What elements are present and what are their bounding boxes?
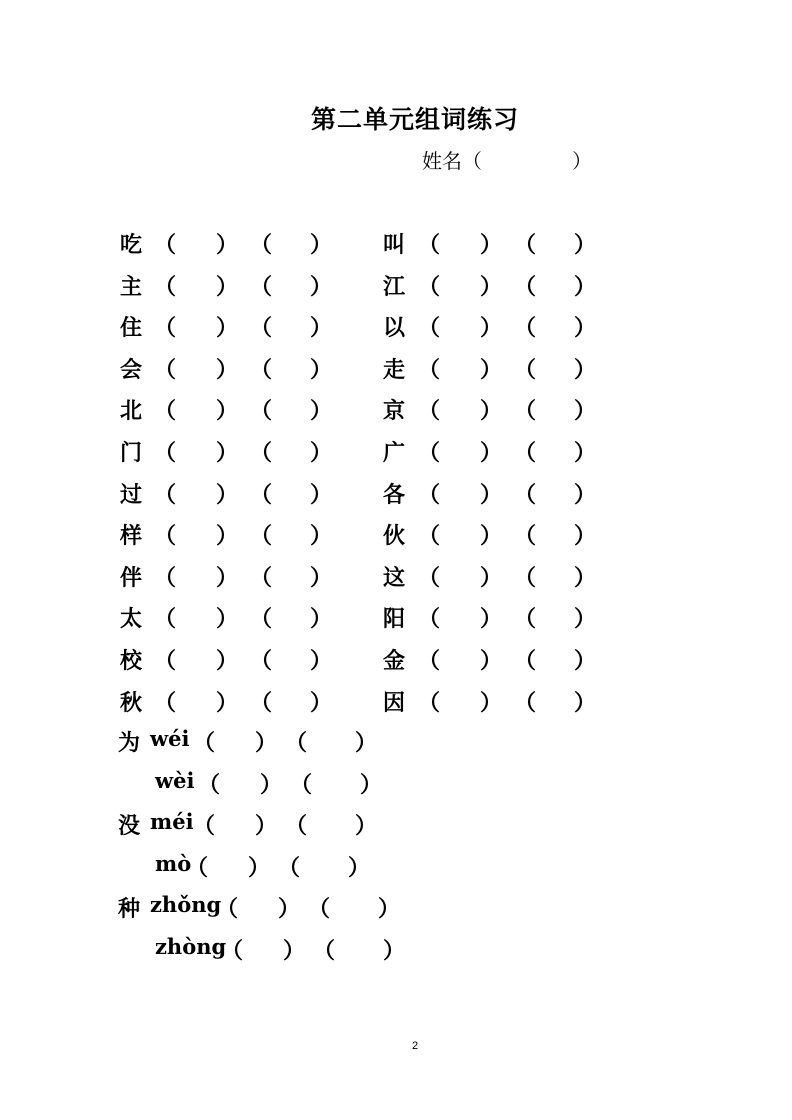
right-blank-2-open: （ [514, 565, 537, 591]
left-blank-2-close: ） [310, 523, 333, 549]
poly-blank-2-close: ） [383, 938, 406, 964]
name-field [422, 145, 592, 174]
left-character: 住 [120, 315, 143, 341]
left-blank-1-open: （ [154, 274, 177, 300]
left-blank-1-open: （ [154, 357, 177, 383]
left-blank-1-open: （ [154, 606, 177, 632]
right-blank-2-close: ） [574, 274, 597, 300]
right-blank-2-open: （ [514, 274, 537, 300]
left-blank-1-close: ） [216, 606, 239, 632]
left-blank-1-open: （ [154, 398, 177, 424]
pinyin-reading: wèi [155, 768, 195, 793]
left-blank-1-close: ） [216, 232, 239, 258]
poly-blank-1-close: ） [255, 813, 278, 839]
left-blank-1-close: ） [216, 398, 239, 424]
right-blank-1-close: ） [480, 482, 503, 508]
left-blank-1-close: ） [216, 482, 239, 508]
right-blank-1-open: （ [418, 398, 441, 424]
right-blank-2-close: ） [574, 523, 597, 549]
right-blank-2-close: ） [574, 606, 597, 632]
left-character: 主 [120, 274, 143, 300]
poly-blank-1-close: ） [260, 772, 283, 798]
left-character: 秋 [120, 690, 143, 716]
right-blank-2-open: （ [514, 315, 537, 341]
left-character: 门 [120, 440, 143, 466]
left-blank-2-close: ） [310, 315, 333, 341]
pinyin-reading: méi [150, 809, 194, 834]
left-blank-1-close: ） [216, 690, 239, 716]
left-blank-2-open: （ [250, 357, 273, 383]
polyphone-character: 种 [118, 896, 141, 922]
left-blank-1-close: ） [216, 315, 239, 341]
right-character: 阳 [383, 606, 406, 632]
right-blank-2-close: ） [574, 315, 597, 341]
left-blank-2-close: ） [310, 482, 333, 508]
right-character: 这 [383, 565, 406, 591]
right-blank-2-close: ） [574, 440, 597, 466]
right-blank-2-close: ） [574, 648, 597, 674]
right-character: 广 [383, 440, 406, 466]
left-character: 会 [120, 357, 143, 383]
left-character: 样 [120, 523, 143, 549]
left-blank-2-close: ） [310, 648, 333, 674]
left-blank-2-open: （ [250, 523, 273, 549]
poly-blank-1-open: （ [221, 938, 244, 964]
poly-blank-2-close: ） [355, 813, 378, 839]
right-character: 各 [383, 482, 406, 508]
left-blank-2-close: ） [310, 690, 333, 716]
right-blank-1-close: ） [480, 648, 503, 674]
right-blank-1-open: （ [418, 440, 441, 466]
right-character: 江 [383, 274, 406, 300]
right-blank-2-open: （ [514, 648, 537, 674]
left-blank-2-close: ） [310, 565, 333, 591]
left-blank-2-open: （ [250, 482, 273, 508]
right-blank-1-open: （ [418, 232, 441, 258]
right-blank-2-open: （ [514, 232, 537, 258]
right-blank-2-open: （ [514, 398, 537, 424]
polyphone-character: 没 [118, 813, 141, 839]
right-blank-2-open: （ [514, 440, 537, 466]
right-character: 金 [383, 648, 406, 674]
right-blank-2-open: （ [514, 482, 537, 508]
poly-blank-2-close: ） [360, 772, 383, 798]
right-blank-1-open: （ [418, 606, 441, 632]
left-blank-1-open: （ [154, 315, 177, 341]
name-label: 姓名（ [422, 149, 482, 173]
right-blank-1-open: （ [418, 315, 441, 341]
right-blank-1-close: ） [480, 565, 503, 591]
right-blank-1-open: （ [418, 357, 441, 383]
poly-blank-2-open: （ [285, 730, 308, 756]
left-blank-2-open: （ [250, 398, 273, 424]
left-blank-1-open: （ [154, 565, 177, 591]
right-blank-1-close: ） [480, 523, 503, 549]
right-blank-1-close: ） [480, 440, 503, 466]
left-blank-2-open: （ [250, 274, 273, 300]
poly-blank-1-open: （ [198, 772, 221, 798]
poly-blank-1-close: ） [248, 855, 271, 881]
left-character: 北 [120, 398, 143, 424]
left-blank-1-close: ） [216, 274, 239, 300]
left-blank-2-open: （ [250, 440, 273, 466]
right-character: 伙 [383, 523, 406, 549]
polyphone-character: 为 [118, 730, 141, 756]
left-blank-1-open: （ [154, 690, 177, 716]
left-blank-2-open: （ [250, 565, 273, 591]
poly-blank-1-open: （ [193, 730, 216, 756]
left-blank-2-close: ） [310, 357, 333, 383]
left-character: 伴 [120, 565, 143, 591]
left-character: 校 [120, 648, 143, 674]
poly-blank-1-close: ） [283, 938, 306, 964]
poly-blank-1-open: （ [216, 896, 239, 922]
left-blank-1-open: （ [154, 482, 177, 508]
left-blank-2-open: （ [250, 690, 273, 716]
poly-blank-2-open: （ [290, 772, 313, 798]
poly-blank-1-open: （ [186, 855, 209, 881]
pinyin-reading: zhǒng [150, 892, 222, 917]
left-blank-1-close: ） [216, 648, 239, 674]
poly-blank-2-open: （ [285, 813, 308, 839]
left-blank-1-open: （ [154, 440, 177, 466]
left-blank-2-open: （ [250, 606, 273, 632]
right-blank-1-close: ） [480, 274, 503, 300]
right-blank-2-open: （ [514, 523, 537, 549]
poly-blank-1-open: （ [193, 813, 216, 839]
right-blank-1-close: ） [480, 357, 503, 383]
poly-blank-2-open: （ [313, 938, 336, 964]
left-blank-2-open: （ [250, 315, 273, 341]
pinyin-reading: mò [155, 851, 192, 876]
right-character: 京 [383, 398, 406, 424]
right-blank-1-close: ） [480, 232, 503, 258]
poly-blank-1-close: ） [278, 896, 301, 922]
right-blank-2-close: ） [574, 482, 597, 508]
poly-blank-1-close: ） [255, 730, 278, 756]
right-character: 因 [383, 690, 406, 716]
right-blank-1-close: ） [480, 606, 503, 632]
right-blank-1-open: （ [418, 690, 441, 716]
left-blank-1-open: （ [154, 232, 177, 258]
left-blank-1-open: （ [154, 523, 177, 549]
left-blank-2-open: （ [250, 232, 273, 258]
page-title: 第二单元组词练习 [310, 105, 519, 134]
page-number: 2 [411, 1040, 419, 1052]
left-blank-2-close: ） [310, 606, 333, 632]
right-blank-1-open: （ [418, 523, 441, 549]
poly-blank-2-close: ） [348, 855, 371, 881]
pinyin-reading: wéi [150, 726, 190, 751]
right-blank-2-close: ） [574, 690, 597, 716]
right-character: 走 [383, 357, 406, 383]
name-close-paren: ） [572, 149, 592, 173]
right-blank-1-open: （ [418, 274, 441, 300]
poly-blank-2-open: （ [308, 896, 331, 922]
right-blank-1-close: ） [480, 315, 503, 341]
left-blank-1-open: （ [154, 648, 177, 674]
right-blank-1-close: ） [480, 398, 503, 424]
poly-blank-2-close: ） [355, 730, 378, 756]
left-character: 太 [120, 606, 143, 632]
left-blank-2-close: ） [310, 440, 333, 466]
left-blank-1-close: ） [216, 357, 239, 383]
right-character: 叫 [383, 232, 406, 258]
poly-blank-2-open: （ [278, 855, 301, 881]
pinyin-reading: zhòng [155, 934, 227, 959]
right-blank-2-close: ） [574, 357, 597, 383]
right-blank-1-open: （ [418, 565, 441, 591]
left-blank-2-open: （ [250, 648, 273, 674]
right-blank-2-close: ） [574, 232, 597, 258]
left-blank-2-close: ） [310, 232, 333, 258]
left-blank-1-close: ） [216, 523, 239, 549]
left-character: 过 [120, 482, 143, 508]
right-blank-1-open: （ [418, 482, 441, 508]
left-blank-2-close: ） [310, 274, 333, 300]
left-blank-1-close: ） [216, 440, 239, 466]
right-blank-1-open: （ [418, 648, 441, 674]
right-character: 以 [383, 315, 406, 341]
right-blank-2-open: （ [514, 606, 537, 632]
left-character: 吃 [120, 232, 143, 258]
right-blank-2-close: ） [574, 565, 597, 591]
left-blank-2-close: ） [310, 398, 333, 424]
poly-blank-2-close: ） [378, 896, 401, 922]
right-blank-2-open: （ [514, 357, 537, 383]
right-blank-1-close: ） [480, 690, 503, 716]
left-blank-1-close: ） [216, 565, 239, 591]
right-blank-2-close: ） [574, 398, 597, 424]
right-blank-2-open: （ [514, 690, 537, 716]
